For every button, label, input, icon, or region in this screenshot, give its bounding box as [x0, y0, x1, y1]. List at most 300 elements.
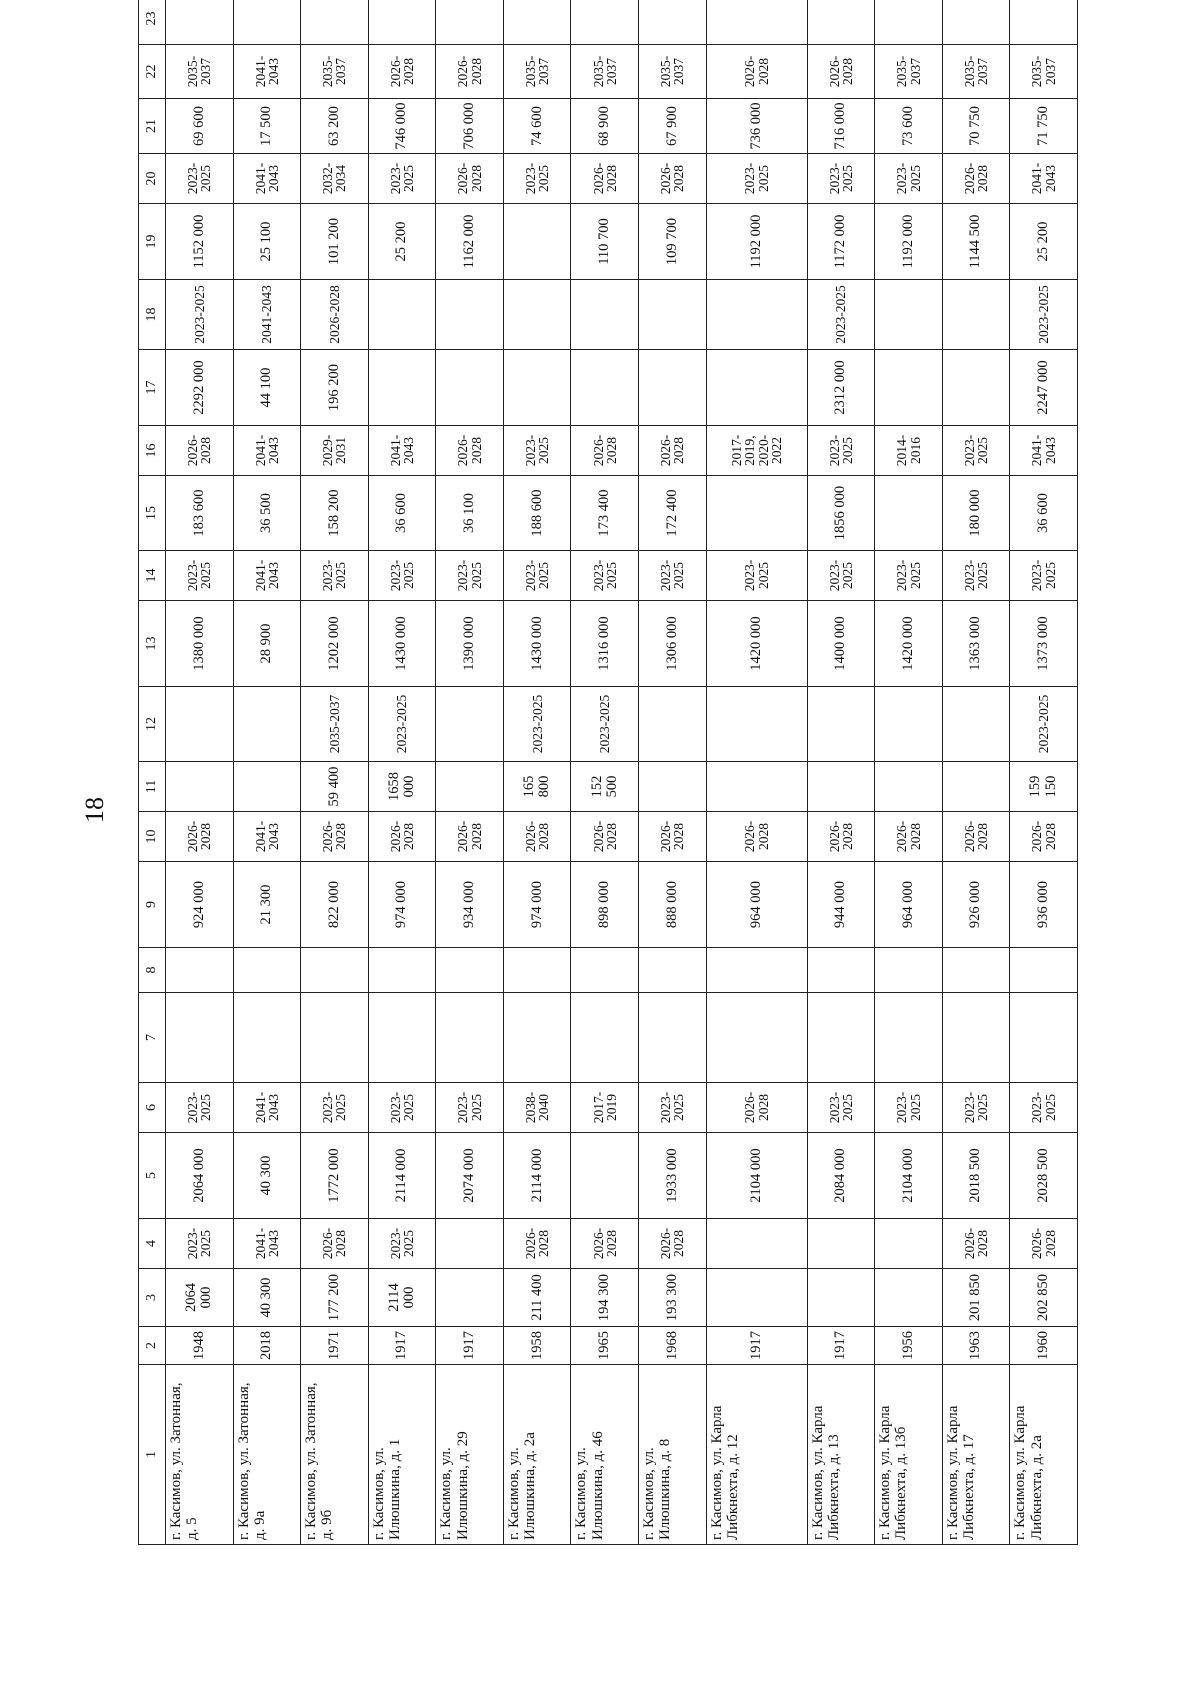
table-row — [166, 0, 234, 1545]
value-cell — [571, 280, 639, 350]
value-cell — [639, 948, 707, 993]
value-cell — [436, 687, 504, 762]
value-cell: 2114 000 — [503, 1133, 571, 1219]
column-number: 11 — [139, 762, 166, 812]
value-cell: 1380 000 — [166, 601, 234, 687]
value-cell — [807, 0, 875, 45]
value-cell — [706, 280, 807, 350]
value-cell — [706, 476, 807, 551]
value-cell: 1373 000 — [1010, 601, 1078, 687]
value-cell — [875, 1219, 943, 1269]
value-cell — [233, 993, 301, 1083]
value-cell: 1956 — [875, 1327, 943, 1365]
table-row — [942, 0, 1010, 1545]
value-cell — [233, 762, 301, 812]
column-number: 14 — [139, 551, 166, 601]
period-cell: 2026-2028 — [1010, 812, 1078, 862]
value-cell — [1010, 948, 1078, 993]
value-cell: 1162 000 — [436, 204, 504, 280]
period-cell: 2023-2025 — [706, 154, 807, 204]
value-cell: 173 400 — [571, 476, 639, 551]
column-number: 17 — [139, 350, 166, 426]
value-cell: 2247 000 — [1010, 350, 1078, 426]
value-cell — [807, 948, 875, 993]
period-cell: 2026-2028 — [301, 280, 369, 350]
address-cell: г. Касимов, ул. Карла Либкнехта, д. 17 — [942, 1365, 1010, 1545]
column-number: 10 — [139, 812, 166, 862]
value-cell: 25 200 — [368, 204, 436, 280]
value-cell — [233, 948, 301, 993]
value-cell — [706, 1269, 807, 1327]
column-number: 4 — [139, 1219, 166, 1269]
value-cell: 964 000 — [706, 862, 807, 948]
value-cell: 2114 000 — [368, 1269, 436, 1327]
value-cell: 822 000 — [301, 862, 369, 948]
value-cell: 1420 000 — [706, 601, 807, 687]
value-cell — [639, 762, 707, 812]
period-cell: 2041-2043 — [233, 551, 301, 601]
value-cell: 1430 000 — [503, 601, 571, 687]
value-cell — [942, 762, 1010, 812]
period-cell: 2035-2037 — [503, 45, 571, 99]
value-cell: 158 200 — [301, 476, 369, 551]
value-cell — [503, 0, 571, 45]
value-cell: 202 850 — [1010, 1269, 1078, 1327]
address-cell: г. Касимов, ул. Затонная, д. 5 — [166, 1365, 234, 1545]
value-cell — [571, 993, 639, 1083]
period-cell: 2023-2025 — [301, 1083, 369, 1133]
value-cell — [436, 1219, 504, 1269]
value-cell — [571, 0, 639, 45]
period-cell: 2026-2028 — [706, 45, 807, 99]
period-cell: 2026-2028 — [503, 812, 571, 862]
period-cell: 2026-2028 — [571, 154, 639, 204]
value-cell: 1963 — [942, 1327, 1010, 1365]
period-cell: 2041-2043 — [233, 1083, 301, 1133]
value-cell: 188 600 — [503, 476, 571, 551]
value-cell: 1958 — [503, 1327, 571, 1365]
value-cell — [233, 687, 301, 762]
value-cell — [706, 350, 807, 426]
address-cell: г. Касимов, ул. Илюшкина, д. 46 — [571, 1365, 639, 1545]
value-cell: 2084 000 — [807, 1133, 875, 1219]
value-cell — [875, 687, 943, 762]
value-cell — [875, 350, 943, 426]
period-cell: 2023-2025 — [368, 687, 436, 762]
value-cell — [639, 280, 707, 350]
value-cell — [301, 993, 369, 1083]
value-cell: 110 700 — [571, 204, 639, 280]
value-cell: 159 150 — [1010, 762, 1078, 812]
value-cell — [571, 1133, 639, 1219]
period-cell: 2023-2025 — [706, 551, 807, 601]
value-cell — [166, 762, 234, 812]
value-cell — [807, 1269, 875, 1327]
value-cell — [436, 280, 504, 350]
table-container — [138, 11, 1078, 1545]
period-cell: 2023-2025 — [368, 1219, 436, 1269]
value-cell: 21 300 — [233, 862, 301, 948]
value-cell: 2104 000 — [875, 1133, 943, 1219]
period-cell: 2041-2043 — [1010, 426, 1078, 476]
value-cell — [875, 762, 943, 812]
period-cell: 2035-2037 — [301, 687, 369, 762]
value-cell: 36 600 — [368, 476, 436, 551]
value-cell: 152 500 — [571, 762, 639, 812]
value-cell — [233, 0, 301, 45]
value-cell: 924 000 — [166, 862, 234, 948]
column-number: 9 — [139, 862, 166, 948]
period-cell: 2026-2028 — [639, 1219, 707, 1269]
column-number: 8 — [139, 948, 166, 993]
value-cell: 1202 000 — [301, 601, 369, 687]
value-cell: 1960 — [1010, 1327, 1078, 1365]
period-cell: 2023-2025 — [368, 1083, 436, 1133]
value-cell — [706, 993, 807, 1083]
period-cell: 2023-2025 — [639, 1083, 707, 1133]
value-cell: 194 300 — [571, 1269, 639, 1327]
column-number-row — [139, 0, 166, 1545]
period-cell: 2023-2025 — [166, 551, 234, 601]
value-cell — [807, 1219, 875, 1269]
period-cell: 2026-2028 — [436, 812, 504, 862]
value-cell: 1192 000 — [706, 204, 807, 280]
value-cell: 1933 000 — [639, 1133, 707, 1219]
period-cell: 2026-2028 — [942, 812, 1010, 862]
value-cell: 2028 500 — [1010, 1133, 1078, 1219]
period-cell: 2026-2028 — [706, 1083, 807, 1133]
column-number: 3 — [139, 1269, 166, 1327]
value-cell — [1010, 993, 1078, 1083]
value-cell: 1968 — [639, 1327, 707, 1365]
value-cell: 59 400 — [301, 762, 369, 812]
value-cell: 17 500 — [233, 99, 301, 154]
period-cell: 2038-2040 — [503, 1083, 571, 1133]
column-number: 12 — [139, 687, 166, 762]
value-cell: 1420 000 — [875, 601, 943, 687]
value-cell: 109 700 — [639, 204, 707, 280]
value-cell: 2114 000 — [368, 1133, 436, 1219]
value-cell: 1430 000 — [368, 601, 436, 687]
value-cell: 211 400 — [503, 1269, 571, 1327]
value-cell — [166, 687, 234, 762]
period-cell: 2026-2028 — [807, 812, 875, 862]
value-cell — [301, 0, 369, 45]
value-cell — [942, 687, 1010, 762]
table-row — [639, 0, 707, 1545]
column-number: 6 — [139, 1083, 166, 1133]
value-cell — [503, 204, 571, 280]
value-cell — [436, 948, 504, 993]
value-cell — [942, 280, 1010, 350]
column-number: 1 — [139, 1365, 166, 1545]
period-cell: 2023-2025 — [807, 551, 875, 601]
period-cell: 2023-2025 — [639, 551, 707, 601]
value-cell — [807, 762, 875, 812]
value-cell — [942, 0, 1010, 45]
value-cell: 165 800 — [503, 762, 571, 812]
value-cell — [942, 948, 1010, 993]
period-cell: 2041-2043 — [233, 812, 301, 862]
value-cell: 1917 — [368, 1327, 436, 1365]
value-cell — [368, 993, 436, 1083]
period-cell: 2023-2025 — [807, 1083, 875, 1133]
period-cell: 2026-2028 — [166, 812, 234, 862]
period-cell: 2023-2025 — [807, 280, 875, 350]
value-cell: 974 000 — [503, 862, 571, 948]
period-cell: 2041-2043 — [233, 280, 301, 350]
period-cell: 2023-2025 — [368, 551, 436, 601]
rotated-table-frame — [138, 11, 1078, 1545]
period-cell: 2023-2025 — [436, 1083, 504, 1133]
value-cell — [706, 762, 807, 812]
value-cell — [807, 993, 875, 1083]
value-cell — [436, 762, 504, 812]
value-cell — [368, 0, 436, 45]
value-cell: 2064 000 — [166, 1269, 234, 1327]
period-cell: 2029-2031 — [301, 426, 369, 476]
period-cell: 2035-2037 — [1010, 45, 1078, 99]
table-row — [503, 0, 571, 1545]
value-cell: 1390 000 — [436, 601, 504, 687]
value-cell: 898 000 — [571, 862, 639, 948]
data-table — [138, 0, 1078, 1545]
period-cell: 2032-2034 — [301, 154, 369, 204]
value-cell — [166, 993, 234, 1083]
value-cell — [166, 0, 234, 45]
period-cell: 2023-2025 — [807, 154, 875, 204]
period-cell: 2023-2025 — [436, 551, 504, 601]
value-cell — [942, 993, 1010, 1083]
value-cell — [503, 350, 571, 426]
column-number: 20 — [139, 154, 166, 204]
value-cell — [875, 1269, 943, 1327]
period-cell: 2023-2025 — [571, 551, 639, 601]
value-cell — [503, 993, 571, 1083]
period-cell: 2026-2028 — [571, 812, 639, 862]
period-cell: 2035-2037 — [875, 45, 943, 99]
period-cell: 2026-2028 — [875, 812, 943, 862]
period-cell: 2026-2028 — [436, 154, 504, 204]
value-cell — [571, 948, 639, 993]
period-cell: 2041-2043 — [1010, 154, 1078, 204]
period-cell: 2026-2028 — [166, 426, 234, 476]
column-number: 22 — [139, 45, 166, 99]
value-cell — [368, 350, 436, 426]
value-cell — [639, 993, 707, 1083]
period-cell: 2023-2025 — [166, 154, 234, 204]
period-cell: 2023-2025 — [807, 426, 875, 476]
value-cell: 36 600 — [1010, 476, 1078, 551]
value-cell — [639, 0, 707, 45]
value-cell: 101 200 — [301, 204, 369, 280]
column-number: 15 — [139, 476, 166, 551]
address-cell: г. Касимов, ул. Карла Либкнехта, д. 12 — [706, 1365, 807, 1545]
period-cell: 2023-2025 — [875, 154, 943, 204]
period-cell: 2023-2025 — [503, 154, 571, 204]
value-cell: 1144 500 — [942, 204, 1010, 280]
period-cell: 2026-2028 — [571, 426, 639, 476]
period-cell: 2026-2028 — [503, 1219, 571, 1269]
period-cell: 2041-2043 — [368, 426, 436, 476]
period-cell: 2035-2037 — [301, 45, 369, 99]
value-cell: 73 600 — [875, 99, 943, 154]
period-cell: 2026-2028 — [639, 426, 707, 476]
address-cell: г. Касимов, ул. Илюшкина, д. 29 — [436, 1365, 504, 1545]
value-cell: 1306 000 — [639, 601, 707, 687]
period-cell: 2026-2028 — [301, 1219, 369, 1269]
value-cell: 974 000 — [368, 862, 436, 948]
period-cell: 2023-2025 — [1010, 551, 1078, 601]
value-cell: 1400 000 — [807, 601, 875, 687]
period-cell: 2023-2025 — [301, 551, 369, 601]
value-cell — [706, 1219, 807, 1269]
period-cell: 2023-2025 — [166, 1083, 234, 1133]
value-cell: 1856 000 — [807, 476, 875, 551]
address-cell: г. Касимов, ул. Карла Либкнехта, д. 13б — [875, 1365, 943, 1545]
period-cell: 2026-2028 — [571, 1219, 639, 1269]
value-cell: 2018 — [233, 1327, 301, 1365]
column-number: 18 — [139, 280, 166, 350]
value-cell: 944 000 — [807, 862, 875, 948]
value-cell — [1010, 0, 1078, 45]
table-row — [436, 0, 504, 1545]
value-cell: 71 750 — [1010, 99, 1078, 154]
column-number: 13 — [139, 601, 166, 687]
value-cell: 183 600 — [166, 476, 234, 551]
address-cell: г. Касимов, ул. Затонная, д. 9а — [233, 1365, 301, 1545]
column-number: 23 — [139, 0, 166, 45]
value-cell: 736 000 — [706, 99, 807, 154]
period-cell: 2035-2037 — [166, 45, 234, 99]
value-cell — [706, 948, 807, 993]
period-cell: 2026-2028 — [1010, 1219, 1078, 1269]
value-cell — [503, 948, 571, 993]
page-number: 18 — [80, 797, 109, 823]
value-cell — [503, 280, 571, 350]
column-number: 2 — [139, 1327, 166, 1365]
value-cell: 1316 000 — [571, 601, 639, 687]
value-cell: 706 000 — [436, 99, 504, 154]
column-number: 5 — [139, 1133, 166, 1219]
value-cell — [639, 687, 707, 762]
value-cell — [436, 350, 504, 426]
address-cell: г. Касимов, ул. Илюшкина, д. 1 — [368, 1365, 436, 1545]
value-cell: 25 100 — [233, 204, 301, 280]
value-cell — [436, 993, 504, 1083]
period-cell: 2023-2025 — [942, 551, 1010, 601]
value-cell — [368, 280, 436, 350]
table-row — [875, 0, 943, 1545]
address-cell: г. Касимов, ул. Затонная, д. 9б — [301, 1365, 369, 1545]
address-cell: г. Касимов, ул. Илюшкина, д. 8 — [639, 1365, 707, 1545]
period-cell: 2023-2025 — [503, 551, 571, 601]
value-cell: 1917 — [436, 1327, 504, 1365]
value-cell — [639, 350, 707, 426]
value-cell — [807, 687, 875, 762]
value-cell: 2104 000 — [706, 1133, 807, 1219]
value-cell — [301, 948, 369, 993]
period-cell: 2026-2028 — [639, 812, 707, 862]
period-cell: 2026-2028 — [368, 45, 436, 99]
value-cell: 40 300 — [233, 1269, 301, 1327]
value-cell: 67 900 — [639, 99, 707, 154]
table-row — [807, 0, 875, 1545]
value-cell: 180 000 — [942, 476, 1010, 551]
period-cell: 2023-2025 — [166, 1219, 234, 1269]
period-cell: 2017-2019, 2020-2022 — [706, 426, 807, 476]
period-cell: 2026-2028 — [706, 812, 807, 862]
period-cell: 2017-2019 — [571, 1083, 639, 1133]
period-cell: 2023-2025 — [503, 426, 571, 476]
value-cell: 2064 000 — [166, 1133, 234, 1219]
value-cell: 1152 000 — [166, 204, 234, 280]
value-cell: 1917 — [706, 1327, 807, 1365]
table-row — [301, 0, 369, 1545]
value-cell: 746 000 — [368, 99, 436, 154]
column-number: 19 — [139, 204, 166, 280]
address-cell: г. Касимов, ул. Илюшкина, д. 2а — [503, 1365, 571, 1545]
column-number: 16 — [139, 426, 166, 476]
value-cell: 40 300 — [233, 1133, 301, 1219]
value-cell: 1658 000 — [368, 762, 436, 812]
value-cell: 69 600 — [166, 99, 234, 154]
value-cell: 2018 500 — [942, 1133, 1010, 1219]
address-cell: г. Касимов, ул. Карла Либкнехта, д. 2а — [1010, 1365, 1078, 1545]
value-cell: 1172 000 — [807, 204, 875, 280]
period-cell: 2023-2025 — [1010, 280, 1078, 350]
value-cell — [706, 0, 807, 45]
value-cell: 964 000 — [875, 862, 943, 948]
column-number: 7 — [139, 993, 166, 1083]
value-cell — [706, 687, 807, 762]
value-cell — [436, 0, 504, 45]
value-cell: 888 000 — [639, 862, 707, 948]
value-cell: 74 600 — [503, 99, 571, 154]
period-cell: 2026-2028 — [807, 45, 875, 99]
value-cell: 1772 000 — [301, 1133, 369, 1219]
period-cell: 2035-2037 — [942, 45, 1010, 99]
period-cell: 2026-2028 — [942, 154, 1010, 204]
period-cell: 2023-2025 — [875, 1083, 943, 1133]
period-cell: 2014-2016 — [875, 426, 943, 476]
value-cell: 1917 — [807, 1327, 875, 1365]
value-cell: 1363 000 — [942, 601, 1010, 687]
value-cell — [875, 948, 943, 993]
period-cell: 2041-2043 — [233, 1219, 301, 1269]
period-cell: 2023-2025 — [1010, 687, 1078, 762]
value-cell: 926 000 — [942, 862, 1010, 948]
value-cell: 1192 000 — [875, 204, 943, 280]
value-cell: 1965 — [571, 1327, 639, 1365]
value-cell — [942, 350, 1010, 426]
value-cell: 1971 — [301, 1327, 369, 1365]
period-cell: 2026-2028 — [436, 45, 504, 99]
value-cell — [368, 948, 436, 993]
value-cell: 177 200 — [301, 1269, 369, 1327]
value-cell: 28 900 — [233, 601, 301, 687]
column-number: 21 — [139, 99, 166, 154]
period-cell: 2041-2043 — [233, 426, 301, 476]
value-cell: 2312 000 — [807, 350, 875, 426]
period-cell: 2026-2028 — [301, 812, 369, 862]
value-cell — [571, 350, 639, 426]
value-cell: 936 000 — [1010, 862, 1078, 948]
value-cell: 2292 000 — [166, 350, 234, 426]
value-cell: 201 850 — [942, 1269, 1010, 1327]
value-cell: 2074 000 — [436, 1133, 504, 1219]
value-cell — [436, 1269, 504, 1327]
